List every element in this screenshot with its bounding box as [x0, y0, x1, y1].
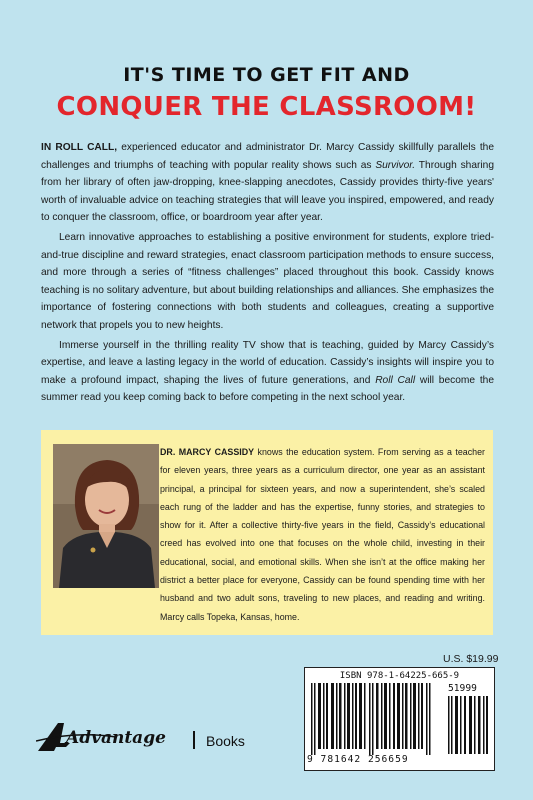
price: U.S. $19.99	[443, 653, 499, 665]
description-paragraph-2: Learn innovative approaches to establishing a positive environment for students, explore tried-and-true discipline and reward strategies, enact classroom participation methods to ensure success, and more through a series of “fitness challenges” placed throughout this book. Cassidy knows teaching is no solitary adventure, but about building relationships and alliances. She emphasizes the importance of fostering connections with both students and colleagues, creating a supportive network that propels you to new heights.	[41, 231, 494, 331]
description-p3-a: Immerse yourself in the thrilling reality TV show that is teaching, guided by Marcy Cassidy’s expertise, and leave a lasting legacy in the world of education. Cassidy’s insights will inspire you to make a profound impact, shaping the lives of future generations, and	[41, 339, 494, 386]
isbn-barcode	[311, 683, 435, 755]
author-box	[41, 430, 493, 635]
book-description	[41, 139, 494, 407]
logo-separator	[193, 731, 195, 749]
description-p1-a: experienced educator and administrator Dr. Marcy Cassidy skillfully parallels the challenges and triumphs of teaching with popular reality shows such as	[41, 142, 495, 171]
description-paragraph-3	[41, 337, 494, 407]
headline-line1: IT'S TIME TO GET FIT AND	[123, 64, 410, 86]
barcode-box	[304, 667, 495, 771]
description-paragraph-1	[41, 139, 494, 227]
isbn-text: ISBN 978-1-64225-665-9	[339, 671, 460, 681]
price-barcode	[448, 696, 488, 754]
author-bio-text: knows the education system. From serving as a teacher for eleven years, three years as a curriculum director, one year as an assistant principal, a principal for sixteen years, and now a superintendent, she’s scaled each rung of the ladder and has the expertise, funny stories, and strategies to show for it. After a collective thirty-five years in the field, Cassidy’s educational creed has evolved into one that focuses on the whole child, investing in their educational, social, and emotional skills. When she isn’t at the office making her district a better place for everyone, Cassidy can be found spending time with her husband and two adult sons, traveling to new places, and reading and writing. Marcy calls Topeka, Kansas, home.	[160, 447, 485, 622]
description-book-title: Roll Call	[375, 374, 416, 386]
logo-text: Advantage	[66, 728, 166, 748]
barcode-price-digits: 51999	[448, 683, 477, 694]
description-lead: IN ROLL CALL,	[41, 142, 118, 153]
publisher-imprint: Books	[206, 733, 245, 749]
description-show-title: Survivor.	[375, 159, 416, 171]
headline-line2: CONQUER THE CLASSROOM!	[56, 92, 477, 122]
description-p3-b: will become the summer read you keep coming back to before competing in the next school year.	[41, 374, 495, 404]
barcode-digits: 9 781642 256659	[307, 754, 409, 765]
description-p1-b: Through sharing from her library of often jaw-dropping, knee-slapping anecdotes, Cassidy provides thirty-five years' worth of invaluable advice on teaching strategies that will leave you inspired, empowered, and ready to conquer the classroom, office, or boardroom year after year.	[41, 159, 494, 224]
author-name: DR. MARCY CASSIDY	[160, 447, 255, 457]
author-photo	[53, 444, 159, 588]
author-bio	[160, 443, 485, 626]
